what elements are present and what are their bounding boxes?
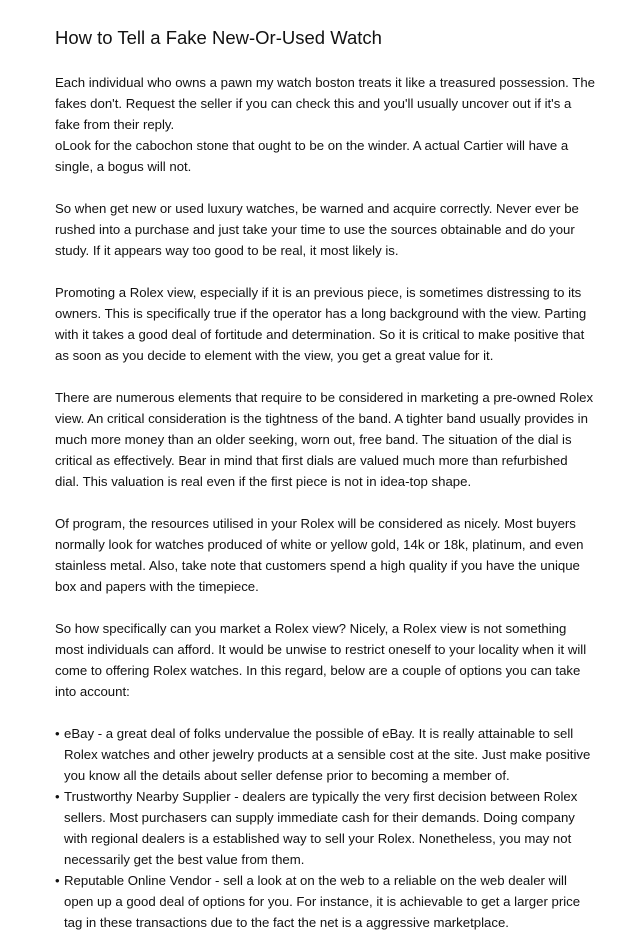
options-list (55, 723, 595, 933)
list-item-text: Trustworthy Nearby Supplier - dealers are typically the very first decision between Rolex sellers. Most purchasers can supply immediate cash for their demands. Doing company with regional dealers is a established way to sell your Rolex. Nonetheless, you may not necessarily get the best value from them. (64, 789, 578, 867)
document-page (55, 26, 595, 933)
list-item (55, 870, 595, 933)
list-item (55, 723, 595, 786)
paragraph-buying-advice: So when get new or used luxury watches, be warned and acquire correctly. Never ever be rushed into a purchase and just take your time to use the sources obtainable and do your study. If it appears way too good to be real, it most likely is. (55, 201, 579, 258)
list-item-text: eBay - a great deal of folks undervalue the possible of eBay. It is really attainable to sell Rolex watches and other jewelry products at a sensible cost at the site. Just make positive you know all the details about seller defense prior to becoming a member of. (64, 726, 591, 783)
document-title: How to Tell a Fake New-Or-Used Watch (55, 27, 382, 48)
paragraph-selling-rolex: Promoting a Rolex view, especially if it is an previous piece, is sometimes distressing to its owners. This is specifically true if the operator has a long background with the view. Parting with it takes a good deal of fortitude and determination. So it is critical to make positive that as soon as you decide to element with the view, you get a great value for it. (55, 285, 587, 363)
paragraph-materials: Of program, the resources utilised in your Rolex will be considered as nicely. Most buyers normally look for watches produced of white or yellow gold, 14k or 18k, platinum, and even stainless metal. Also, take note that customers spend a high quality if you have the unique box and papers with the timepiece. (55, 516, 584, 594)
paragraph-band-dial: There are numerous elements that require to be considered in marketing a pre-owned Rolex view. An critical consideration is the tightness of the band. A tighter band usually provides in much more money than an older seeking, worn out, free band. The situation of the dial is critical as effectively. Bear in mind that first dials are valued much more than refurbished dial. This valuation is real even if the first piece is not in idea-top shape. (55, 390, 594, 489)
paragraph-cabochon-tip: oLook for the cabochon stone that ought to be on the winder. A actual Cartier will have a single, a bogus will not. (55, 138, 569, 174)
bullet-icon: • (55, 873, 60, 888)
bullet-icon: • (55, 789, 60, 804)
list-item (55, 786, 595, 870)
paragraph-options-intro: So how specifically can you market a Rolex view? Nicely, a Rolex view is not something most individuals can afford. It would be unwise to restrict oneself to your locality when it will come to offering Rolex watches. In this regard, below are a couple of options you can take into account: (55, 621, 587, 699)
list-item-text: Reputable Online Vendor - sell a look at on the web to a reliable on the web dealer will open up a good deal of options for you. For instance, it is achievable to get a larger price tag in these transactions due to the fact the net is a aggressive marketplace. (64, 873, 581, 930)
paragraph-intro: Each individual who owns a pawn my watch boston treats it like a treasured possession. The fakes don't. Request the seller if you can check this and you'll usually uncover out if it's a fake from their reply. (55, 75, 595, 132)
bullet-icon: • (55, 726, 60, 741)
